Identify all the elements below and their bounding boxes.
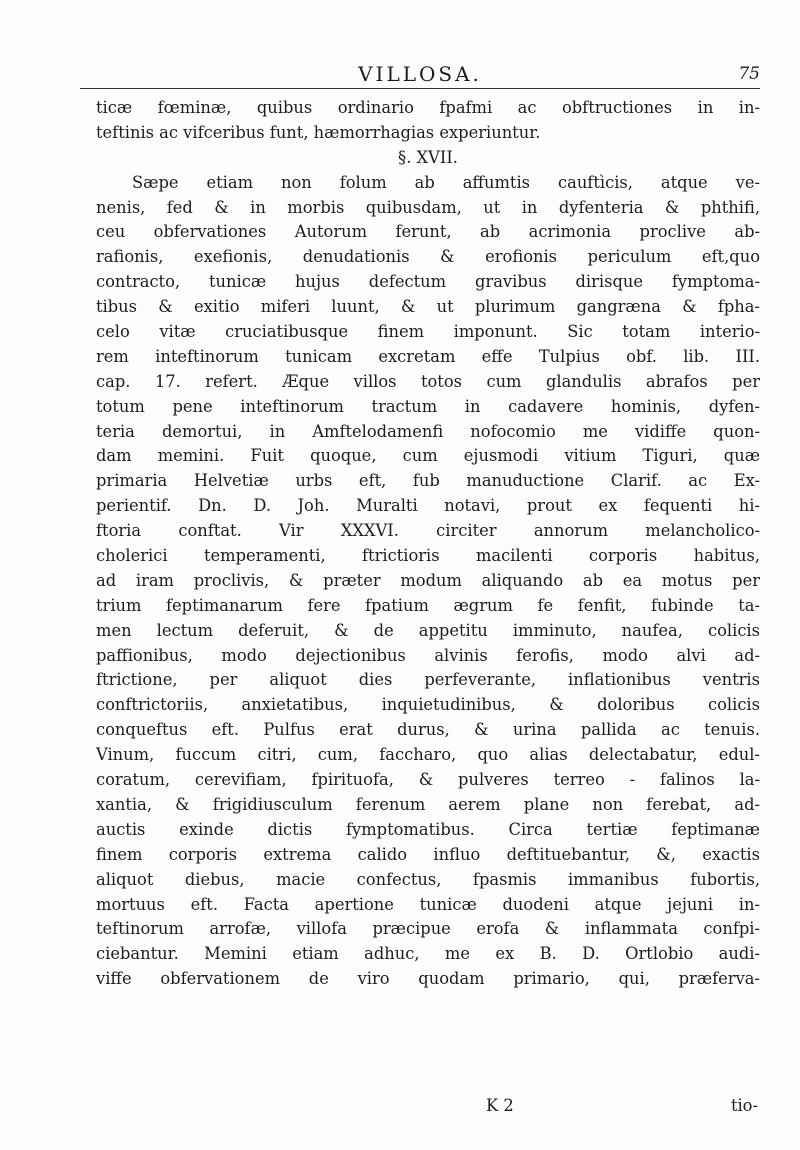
text-line: auctis exinde dictis fymptomatibus. Circa tertiæ feptimanæ [96,819,760,839]
catchword: tio- [730,1096,758,1115]
text-line: ticæ fœminæ, quibus ordinario fpafmi ac obftructiones in in- [96,98,760,117]
text-line: mortuus eft. Facta apertione tunicæ duodeni atque jejuni in- [96,894,760,914]
running-head: VILLOSA. [358,62,482,86]
text-line: totum pene inteftinorum tractum in cadavere hominis, dyfen- [96,396,760,416]
signature-mark: K 2 [486,1096,514,1115]
text-line: perientif. Dn. D. Joh. Muralti notavi, prout ex fequenti hi- [96,496,760,516]
text-line: Vinum, fuccum citri, cum, faccharo, quo alias delectabatur, edul- [96,745,760,765]
text-line: paffionibus, modo dejectionibus alvinis ferofis, modo alvi ad- [96,645,760,665]
text-line: xantia, & frigidiusculum ferenum aerem plane non ferebat, ad- [96,794,760,814]
header-rule [80,88,760,89]
text-line: viffe obfervationem de viro quodam primario, qui, præferva- [96,969,760,989]
text-line: coratum, cerevifiam, fpirituofa, & pulveres terreo - falinos la- [96,770,760,790]
text-line: rem inteftinorum tunicam excretam effe Tulpius obf. lib. III. [96,346,760,366]
text-line: rafionis, exefionis, denudationis & erofionis periculum eft,quo [96,247,760,267]
text-line: ftoria conftat. Vir XXXVI. circiter annorum melancholico- [96,521,760,541]
text-line: nenis, fed & in morbis quibusdam, ut in dyfenteria & phthifi, [96,197,760,217]
text-line: teftinorum arrofæ, villofa præcipue erofa & inflammata confpi- [96,919,760,939]
text-line: ciebantur. Memini etiam adhuc, me ex B. D. Ortlobio audi- [96,944,760,964]
page-footer [96,1096,760,1120]
text-line: trium feptimanarum fere fpatium ægrum fe fenfit, fubinde ta- [96,595,760,615]
text-line: conftrictoriis, anxietatibus, inquietudinibus, & doloribus colicis [96,695,760,715]
text-line: ftrictione, per aliquot dies perfeverante, inflationibus ventris [96,670,760,690]
text-line: teftinis ac vifceribus funt, hæmorrhagias experiuntur. [96,122,541,142]
text-line: ceu obfervationes Autorum ferunt, ab acrimonia proclive ab- [96,222,760,242]
text-line: cap. 17. refert. Æque villos totos cum glandulis abrafos per [96,371,760,391]
text-line: teria demortui, in Amftelodamenfi nofocomio me vidiffe quon- [96,421,760,441]
text-line: tibus & exitio miferi luunt, & ut plurimum gangræna & fpha- [96,297,760,317]
text-line: ad iram proclivis, & præter modum aliquando ab ea motus per [96,570,760,590]
text-line: conqueftus eft. Pulfus erat durus, & urina pallida ac tenuis. [96,720,760,740]
text-line: dam memini. Fuit quoque, cum ejusmodi vitium Tiguri, quæ [96,446,760,466]
text-line: men lectum deferuit, & de appetitu imminuto, naufea, colicis [96,620,760,640]
text-line: celo vitæ cruciatibusque finem imponunt. Sic totam interio- [96,322,760,342]
text-line: contracto, tunicæ hujus defectum gravibus dirisque fymptoma- [96,272,760,292]
page-number: 75 [738,64,760,84]
text-line: cholerici temperamenti, ftrictioris macilenti corporis habitus, [96,546,760,566]
text-line: primaria Helvetiæ urbs eft, fub manuductione Clarif. ac Ex- [96,471,760,491]
text-line: Sæpe etiam non folum ab affumtis cauftìcis, atque ve- [132,172,760,192]
body-text [96,96,760,992]
section-heading: §. XVII. [398,147,458,167]
text-line: aliquot diebus, macie confectus, fpasmis immanibus fubortis, [96,869,760,889]
page-header [80,60,760,90]
text-line: finem corporis extrema calido influo deftituebantur, &, exactis [96,844,760,864]
